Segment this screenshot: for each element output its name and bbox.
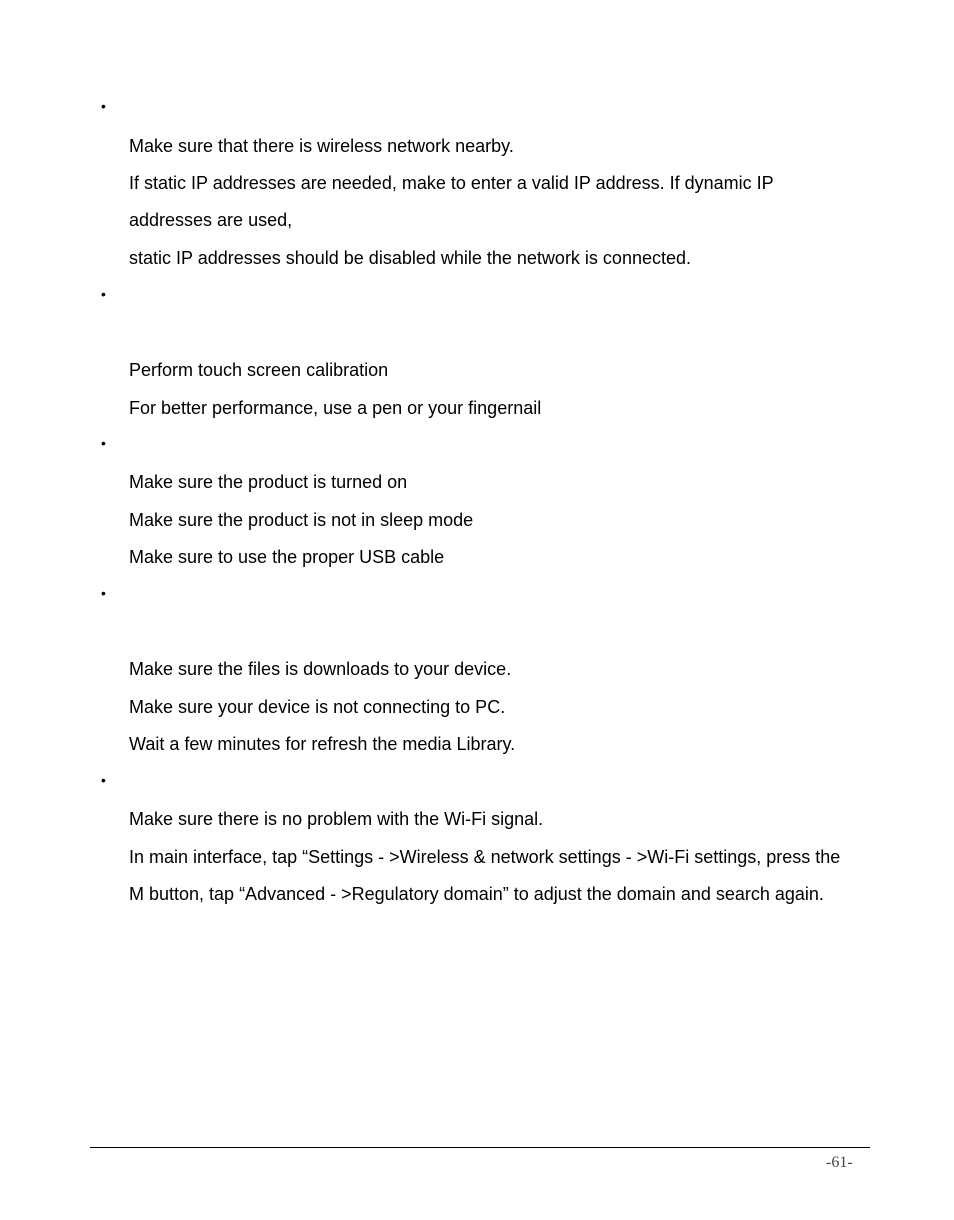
bullet-5: • xyxy=(101,772,106,788)
section-2-line-2: For better performance, use a pen or your fingernail xyxy=(129,398,542,418)
section-3-line-3: Make sure to use the proper USB cable xyxy=(129,547,445,567)
bullet-1: • xyxy=(101,98,106,114)
section-1-line-3: addresses are used, xyxy=(129,210,293,230)
section-3-line-2: Make sure the product is not in sleep mode xyxy=(129,510,474,530)
section-4-line-1: Make sure the files is downloads to your device. xyxy=(129,659,512,679)
bullet-2: • xyxy=(101,286,106,302)
section-4-line-2: Make sure your device is not connecting to PC. xyxy=(129,697,506,717)
section-5-line-1: Make sure there is no problem with the Wi-Fi signal. xyxy=(129,809,544,829)
bullet-4: • xyxy=(101,585,106,601)
section-1-line-2: If static IP addresses are needed, make to enter a valid IP address. If dynamic IP xyxy=(129,173,774,193)
section-1-line-4: static IP addresses should be disabled while the network is connected. xyxy=(129,248,691,268)
section-5-line-2: In main interface, tap “Settings - >Wireless & network settings - >Wi-Fi settings, press the xyxy=(129,847,841,867)
section-5-line-3: M button, tap “Advanced - >Regulatory domain” to adjust the domain and search again. xyxy=(129,884,824,904)
section-3-line-1: Make sure the product is turned on xyxy=(129,472,408,492)
page-number: -61- xyxy=(826,1154,853,1171)
section-1-line-1: Make sure that there is wireless network nearby. xyxy=(129,136,514,156)
section-2-line-1: Perform touch screen calibration xyxy=(129,360,389,380)
footer-divider xyxy=(90,1147,870,1148)
bullet-3: • xyxy=(101,435,106,451)
section-4-line-3: Wait a few minutes for refresh the media Library. xyxy=(129,734,516,754)
